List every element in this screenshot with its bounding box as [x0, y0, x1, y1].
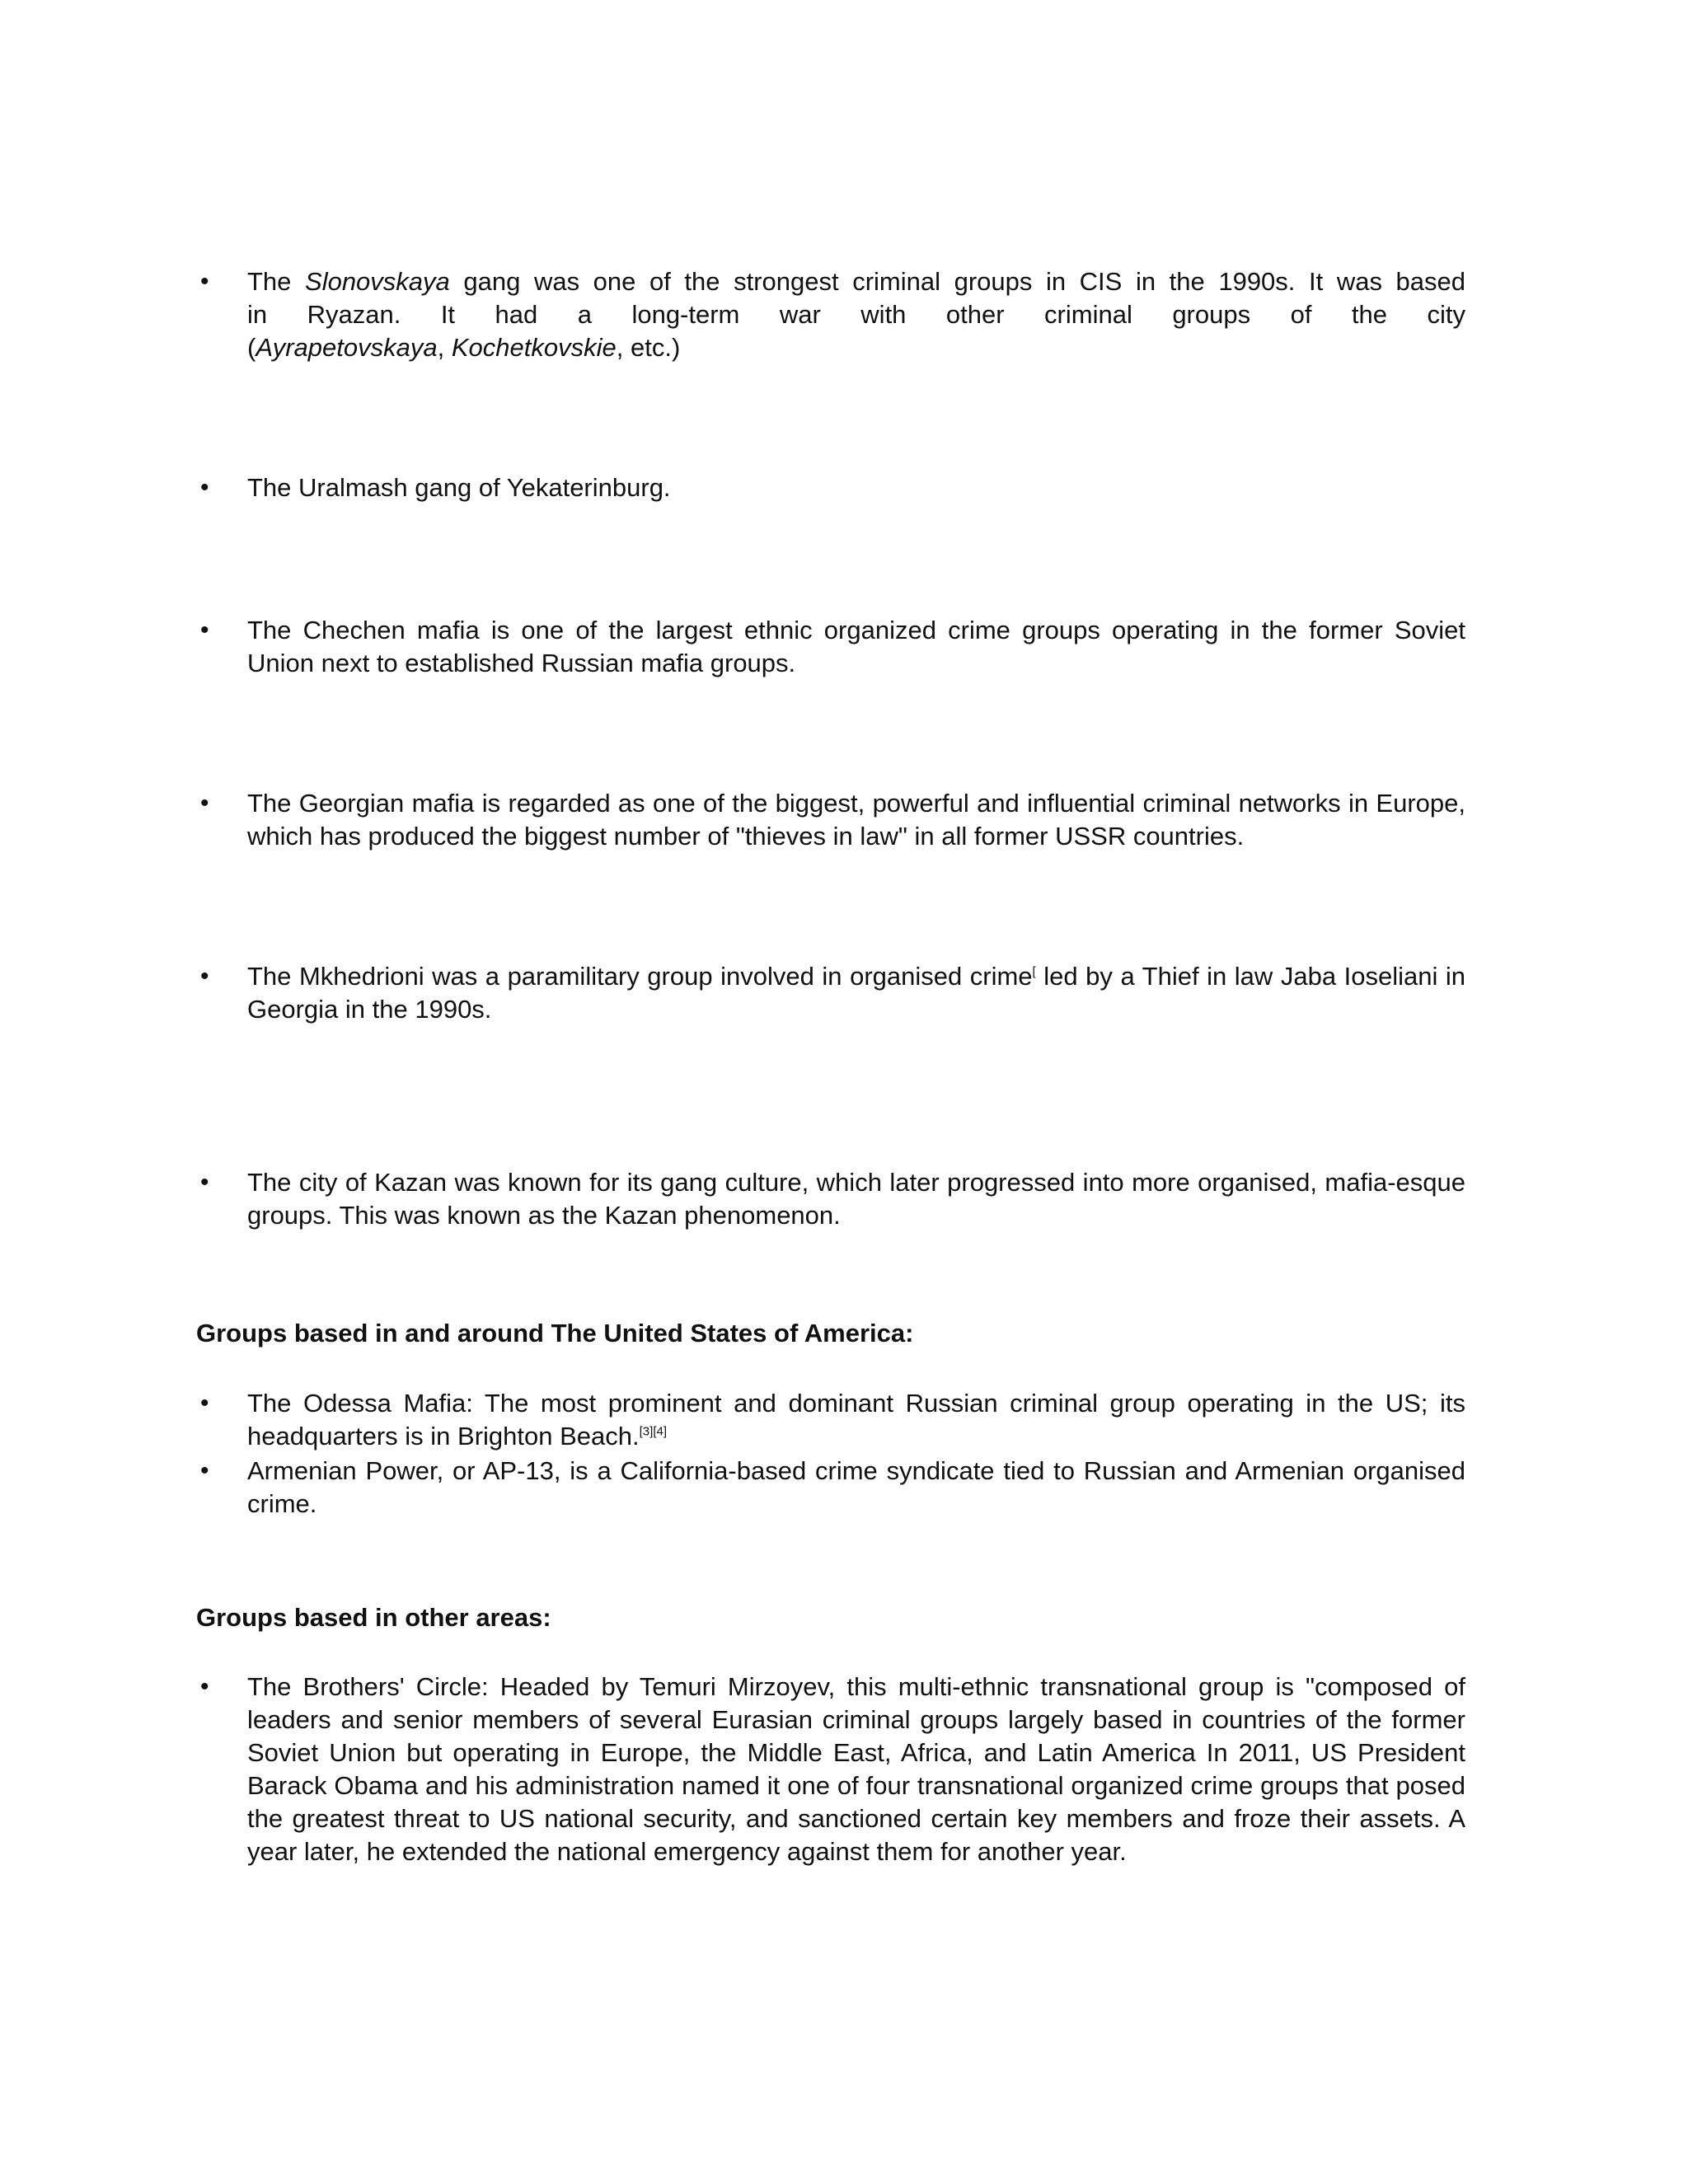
uralmash-text: The Uralmash gang of Yekaterinburg. — [247, 473, 671, 502]
bullet-icon: • — [200, 474, 209, 501]
bullet-icon: • — [200, 616, 209, 644]
list-item-slonovskaya — [200, 265, 1466, 364]
slonovskaya-pre: The — [247, 267, 306, 296]
slonovskaya-etc: , etc.) — [616, 333, 681, 362]
brothers-circle-text: The Brothers' Circle: Headed by Temuri Mirzoyev, this multi-ethnic transnational group is "composed of leaders and senior members of several Eurasian criminal groups largely based in countries of the former Soviet Union but operating in Europe, the Middle East, Africa, and Latin America In 2011, US President Barack Obama and his administration named it one of four transnational organized crime groups that posed the greatest threat to US national security, and sanctioned certain key members and froze their assets. A year later, he extended the national emergency against them for another year. — [247, 1672, 1465, 1866]
bullet-icon: • — [200, 1673, 209, 1700]
odessa-body: The Odessa Mafia: The most prominent and dominant Russian criminal group operating in the US; its headquarters is in Brighton Beach. — [247, 1389, 1465, 1451]
bullet-icon: • — [200, 963, 209, 990]
armenian-text: Armenian Power, or AP-13, is a California-based crime syndicate tied to Russian and Armenian organised crime. — [247, 1456, 1465, 1518]
list-item-uralmash — [200, 471, 1465, 504]
slonovskaya-line-3 — [247, 331, 1465, 364]
list-item-brothers-circle — [200, 1671, 1465, 1868]
kazan-text: The city of Kazan was known for its gang culture, which later progressed into more organised, mafia-esque groups. This was known as the Kazan phenomenon. — [247, 1168, 1465, 1230]
slonovskaya-open-paren: ( — [247, 333, 256, 362]
list-item-armenian — [200, 1455, 1465, 1521]
chechen-text: The Chechen mafia is one of the largest ethnic organized crime groups operating in the former Soviet Union next to established Russian mafia groups. — [247, 616, 1465, 677]
mkhedrioni-text-2: led by a Thief in law Jaba Ioseliani in Georgia in the 1990s. — [247, 962, 1466, 1024]
bullet-icon: • — [200, 1169, 209, 1196]
slonovskaya-line-1 — [247, 265, 1465, 298]
slonovskaya-line-2: in Ryazan. It had a long-term war with other criminal groups of the city — [247, 300, 1465, 329]
kochetkovskie-name: Kochetkovskie — [451, 333, 617, 362]
list-item-chechen — [200, 614, 1465, 680]
heading-usa: Groups based in and around The United States of America: — [196, 1319, 914, 1347]
odessa-text — [247, 1387, 1465, 1453]
mkhedrioni-text — [247, 960, 1465, 1026]
slonovskaya-line1-rest: gang was one of the strongest criminal groups in CIS in the 1990s. It was based — [449, 267, 1466, 296]
heading-other-areas: Groups based in other areas: — [196, 1603, 551, 1632]
slonovskaya-comma: , — [437, 333, 452, 362]
list-item-odessa — [200, 1387, 1465, 1453]
list-item-mkhedrioni — [200, 960, 1466, 1026]
mkhedrioni-footnote: [ — [1032, 964, 1036, 979]
list-item-georgian — [200, 787, 1465, 853]
list-item-kazan — [200, 1166, 1465, 1232]
slonovskaya-name: Slonovskaya — [305, 267, 450, 296]
bullet-icon: • — [200, 268, 209, 295]
bullet-icon: • — [200, 1390, 209, 1417]
bullet-icon: • — [200, 790, 209, 817]
mkhedrioni-text-1: The Mkhedrioni was a paramilitary group involved in organised crime — [247, 962, 1033, 991]
georgian-text: The Georgian mafia is regarded as one of the biggest, powerful and influential criminal networks in Europe, which has produced the biggest number of "thieves in law" in all former USSR countries. — [247, 789, 1465, 851]
odessa-footnote: [3][4] — [639, 1424, 667, 1439]
bullet-icon: • — [200, 1457, 209, 1484]
ayrapetovskaya-name: Ayrapetovskaya — [256, 333, 438, 362]
